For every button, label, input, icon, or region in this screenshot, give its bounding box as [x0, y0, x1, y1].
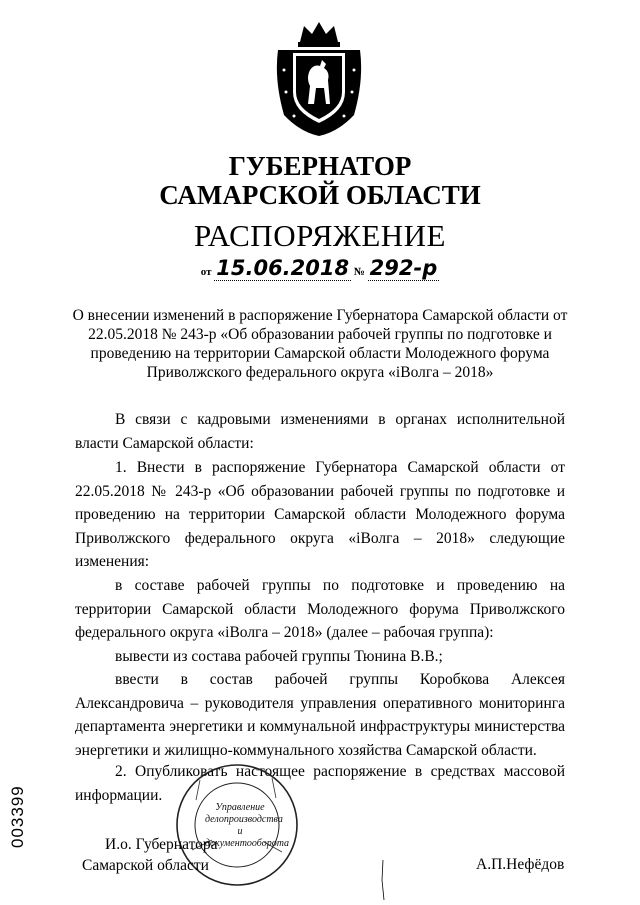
- coat-of-arms-emblem: [270, 20, 368, 138]
- item-1-remove-member-paragraph: вывести из состава рабочей группы Тюнина В.В.;: [115, 648, 443, 665]
- signatory-title-line2: Самарской области: [82, 857, 209, 874]
- stamp-text: Управление делопроизводства и документооборота: [205, 802, 290, 849]
- item-2-paragraph: 2. Опубликовать настоящее распоряжение в средствах массовой информации.: [75, 763, 565, 804]
- document-type: РАСПОРЯЖЕНИЕ: [194, 218, 446, 253]
- date-from-label: от: [200, 266, 212, 278]
- document-number: 292-р: [369, 256, 438, 280]
- side-number-text: 003399: [8, 785, 27, 848]
- intro-paragraph: В связи с кадровыми изменениями в органах исполнительной власти Самарской области:: [75, 411, 565, 452]
- issuer-title: ГУБЕРНАТОР: [228, 151, 412, 181]
- number-label: №: [353, 266, 365, 278]
- item-1-working-group-paragraph: в составе рабочей группы по подготовке и проведению на территории Самарской области Молодежного форума Приволжского федерального округа «iВолга – 2018» (далее – рабочая группа):: [75, 577, 565, 641]
- date-number-line: [0, 256, 640, 280]
- document-subject: О внесении изменений в распоряжение Губернатора Самарской области от 22.05.2018 № 243-р «Об образовании рабочей группы по подготовке и проведению на территории Самарской области Молодежного форума Приволжского федерального округа «iВолга – 2018»: [72, 307, 568, 381]
- signatory-title-line1: И.о. Губернатора: [105, 836, 218, 853]
- item-1-add-member-paragraph: ввести в состав рабочей группы Коробкова Алексея Александровича – руководителя управления оперативного мониторинга департамента энергетики и коммунальной инфраструктуры министерства энергетики и жилищно-коммунального хозяйства Самарской области.: [75, 671, 565, 759]
- document-date: 15.06.2018: [216, 256, 350, 280]
- pen-mark: [380, 860, 386, 900]
- item-1-paragraph: 1. Внести в распоряжение Губернатора Самарской области от 22.05.2018 № 243-р «Об образовании рабочей группы по подготовке и проведению на территории Самарской области Молодежного форума Приволжского федерального округа «iВолга – 2018» следующие изменения:: [75, 459, 565, 570]
- signatory-name: А.П.Нефёдов: [476, 856, 565, 873]
- issuer-region: САМАРСКОЙ ОБЛАСТИ: [159, 180, 481, 210]
- registration-side-number: [4, 770, 32, 850]
